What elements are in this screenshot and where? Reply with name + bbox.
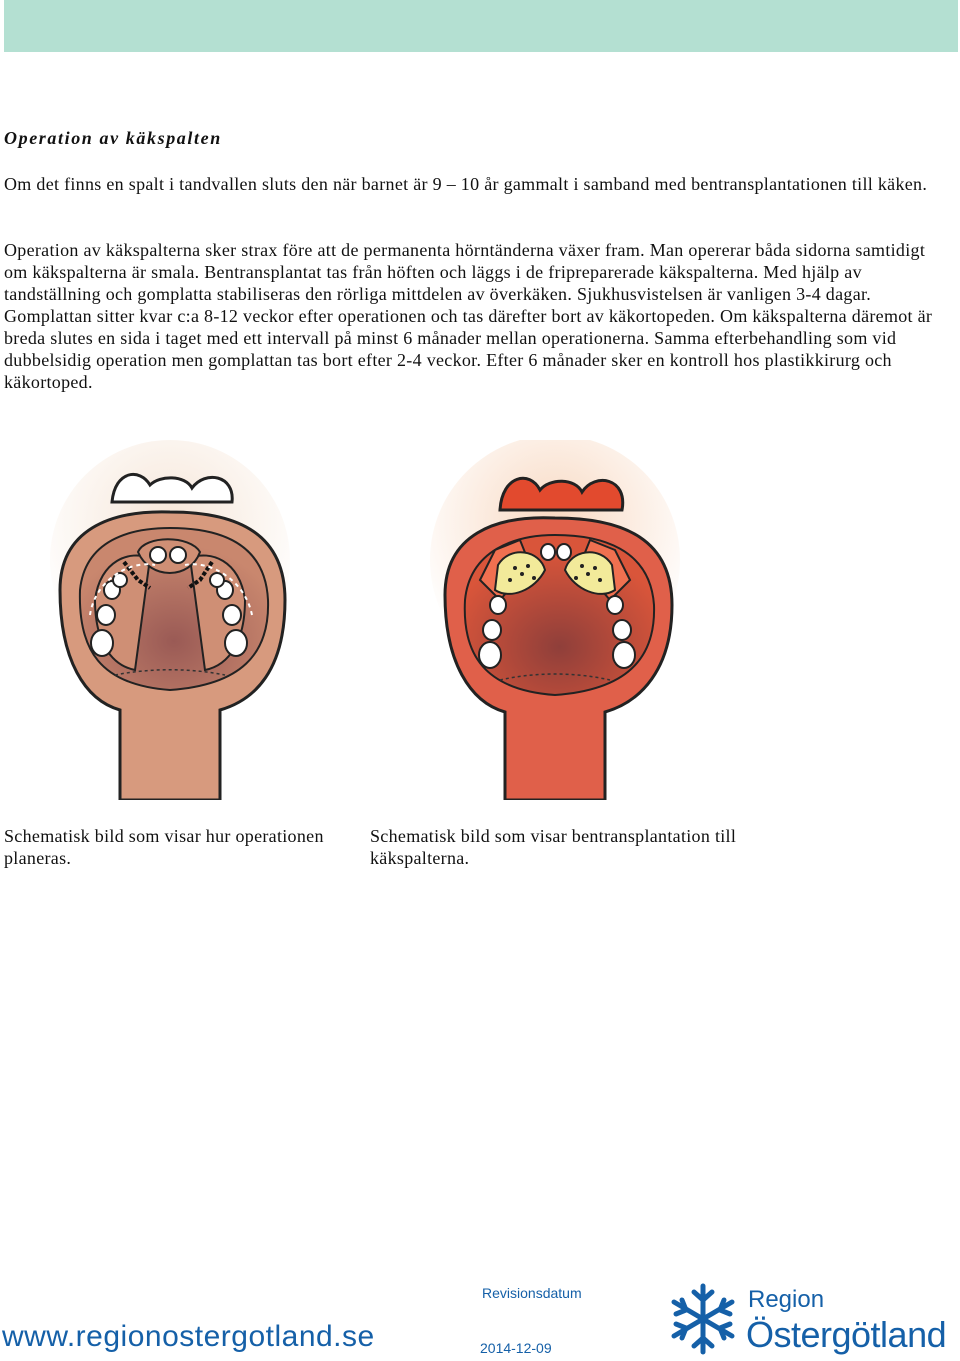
website-link[interactable]: www.regionostergotland.se <box>2 1320 375 1353</box>
revision-date: 2014-12-09 <box>480 1340 552 1356</box>
section-heading: Operation av käkspalten <box>4 128 222 148</box>
paragraph-operation: Operation av käkspalterna sker strax före att de permanenta hörntänderna växer fram. Man opererar båda sidorna samtidigt om käkspalterna är smala. Bentransplantat tas från höften och läggs i de fripreparerade käkspalterna. Med hjälp av tandställning och gomplatta stabiliseras den rörliga mittdelen av överkäken. Sjukhusvistelsen är vanligen 3-4 dagar. Gomplattan sitter kvar c:a 8-12 veckor efter operationen och tas därefter bort av käkortopeden. Om käkspalterna däremot är breda slutes en sida i taget med ett intervall på minst 6 månader mellan operationerna. Samma efterbehandling som vid dubbelsidig operation men gomplattan tas bort efter 2-4 veckor. Efter 6 månader sker en kontroll hos plastikkirurg och käkortoped. <box>4 240 933 392</box>
region-logo <box>664 1280 960 1358</box>
top-color-bar <box>4 0 958 52</box>
palate-illustration-graft <box>410 440 700 800</box>
paragraph-intro: Om det finns en spalt i tandvallen sluts den när barnet är 9 – 10 år gammalt i samband med bentransplantationen till käken. <box>4 174 928 194</box>
palate-illustration-planned <box>40 440 310 800</box>
logo-text-region: Region <box>748 1286 825 1313</box>
caption-planned: Schematisk bild som visar hur operationen planeras. <box>4 826 324 868</box>
revision-label: Revisionsdatum <box>482 1285 582 1301</box>
caption-graft: Schematisk bild som visar bentransplantation till käkspalterna. <box>370 826 737 868</box>
logo-text-ostergotland: Östergötland <box>746 1314 947 1355</box>
snowflake-icon <box>664 1280 742 1358</box>
